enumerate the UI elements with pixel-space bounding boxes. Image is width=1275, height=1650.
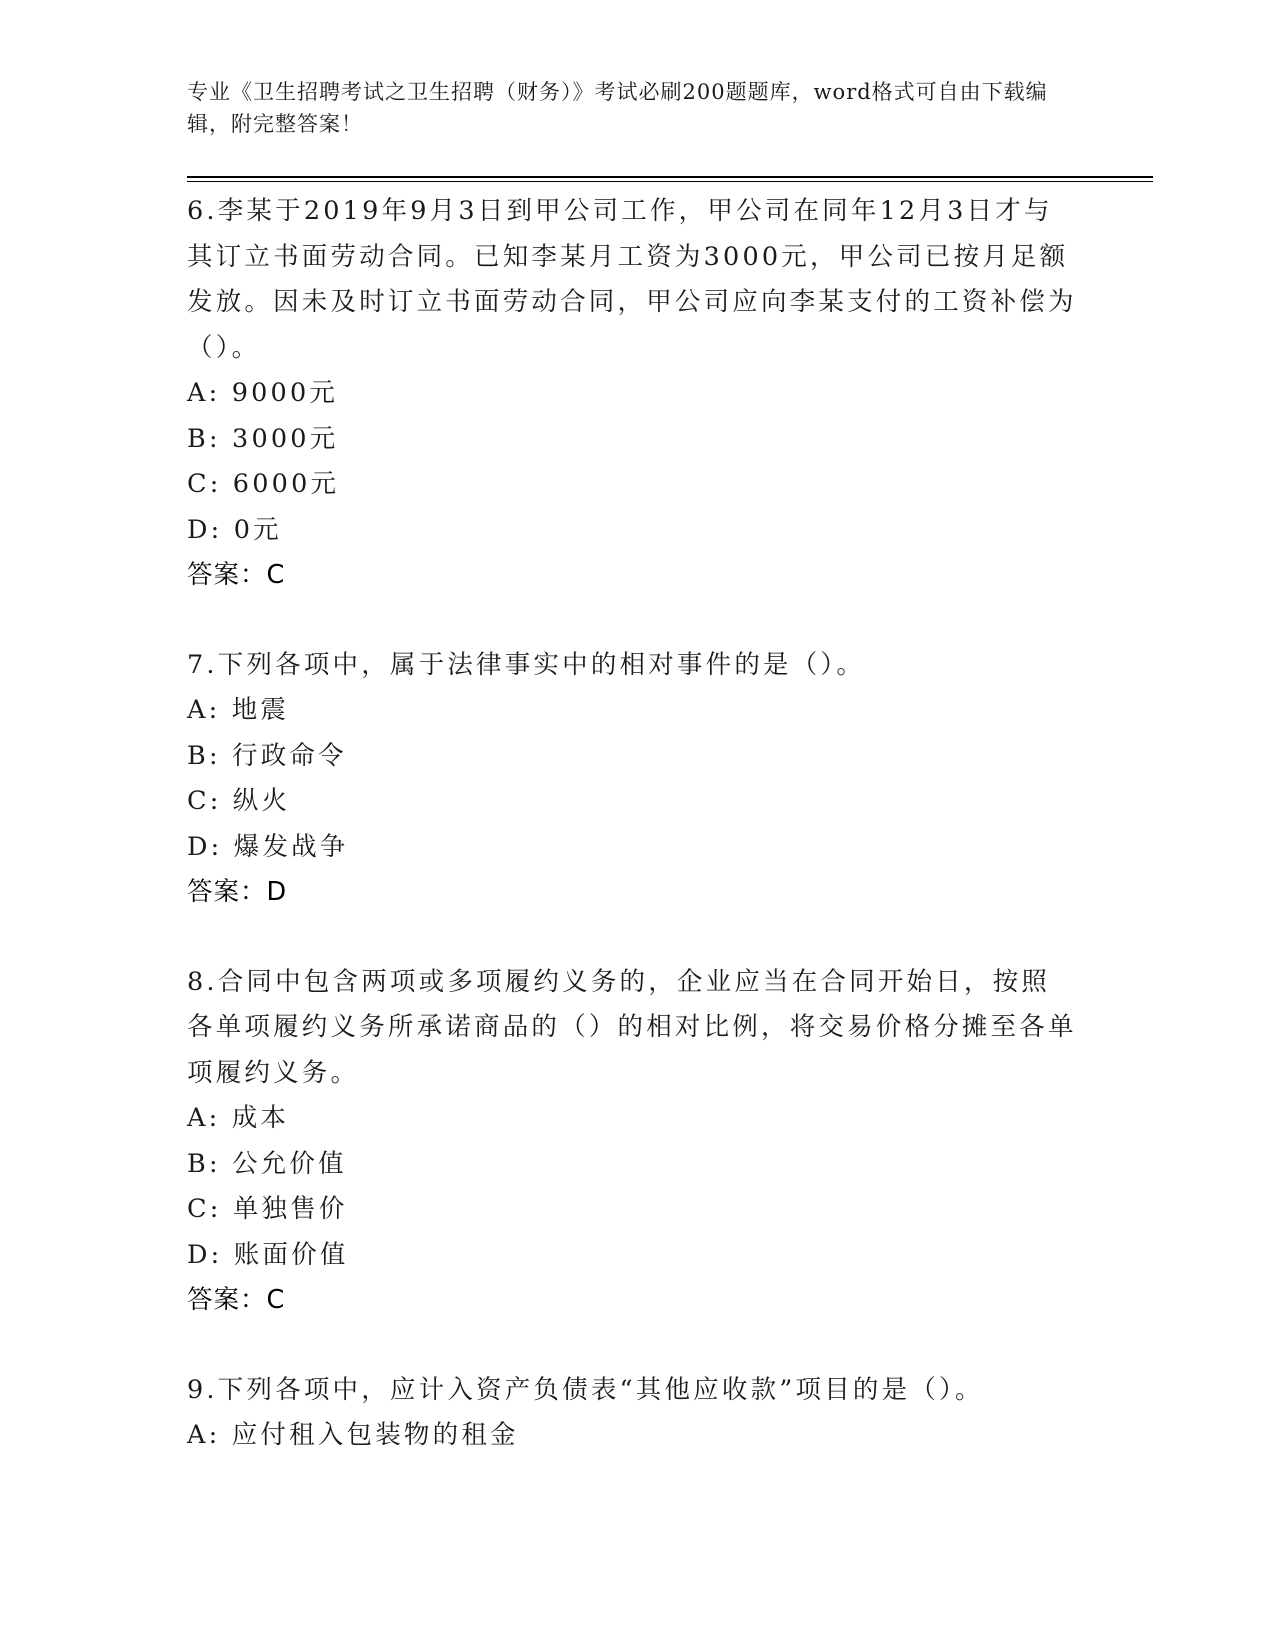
spacer (187, 599, 1077, 643)
option-a: A: 9000元 (187, 378, 339, 408)
question-text: 6.李某于2019年9月3日到甲公司工作，甲公司在同年12月3日才与其订立书面劳动合同。已知李某月工资为3000元，甲公司已按月足额发放。因未及时订立书面劳动合同，甲公司应向李某支付的工资补偿为（）。 (187, 196, 1077, 363)
question-7 (187, 643, 1077, 916)
question-text: 7.下列各项中，属于法律事实中的相对事件的是（）。 (187, 649, 866, 680)
question-9 (187, 1368, 1077, 1459)
option-c: C: 纵火 (187, 786, 291, 816)
option-a: A: 地震 (187, 695, 290, 725)
spacer (187, 1324, 1077, 1368)
question-list (187, 189, 1077, 1459)
option-d: D: 账面价值 (187, 1239, 349, 1270)
option-b: B: 公允价值 (187, 1148, 347, 1179)
option-c: C: 6000元 (187, 469, 340, 499)
answer: 答案：D (187, 877, 288, 907)
page-header (187, 76, 1067, 140)
option-d: D: 0元 (187, 514, 282, 545)
header-rule (187, 176, 1153, 178)
option-c: C: 单独售价 (187, 1194, 348, 1224)
question-6 (187, 189, 1077, 599)
option-a: A: 应付租入包装物的租金 (187, 1420, 519, 1450)
option-a: A: 成本 (187, 1103, 290, 1133)
option-b: B: 3000元 (187, 423, 339, 454)
spacer (187, 916, 1077, 960)
answer: 答案：C (187, 560, 286, 590)
question-8 (187, 960, 1077, 1324)
header-rule-thin (187, 181, 1153, 182)
question-text: 9.下列各项中，应计入资产负债表“其他应收款”项目的是（）。 (187, 1374, 984, 1405)
header-title: 专业《卫生招聘考试之卫生招聘（财务）》考试必刷200题题库，word格式可自由下载编辑，附完整答案！ (187, 80, 1048, 136)
question-text: 8.合同中包含两项或多项履约义务的，企业应当在合同开始日，按照各单项履约义务所承诺商品的（）的相对比例，将交易价格分摊至各单项履约义务。 (187, 966, 1077, 1088)
option-b: B: 行政命令 (187, 740, 347, 771)
answer: 答案：C (187, 1285, 286, 1315)
option-d: D: 爆发战争 (187, 831, 349, 862)
